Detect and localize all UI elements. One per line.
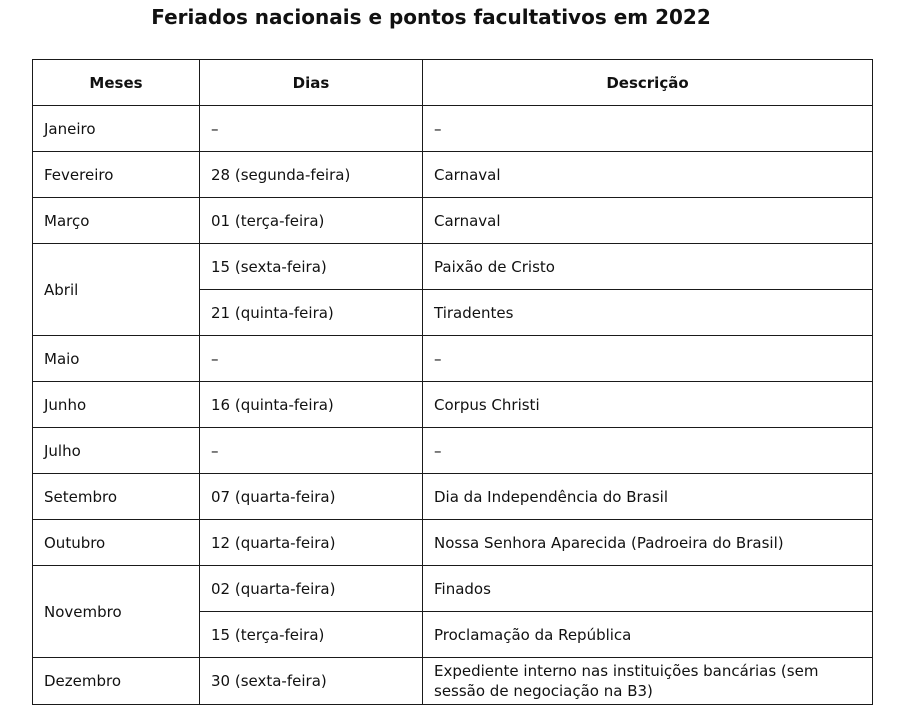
description-cell: – [423,428,873,474]
description-cell: Expediente interno nas instituições bancárias (sem sessão de negociação na B3) [423,658,873,705]
day-cell: 21 (quinta-feira) [200,290,423,336]
page-title: Feriados nacionais e pontos facultativos em 2022 [151,5,711,29]
table-row [33,382,873,428]
day-cell: 02 (quarta-feira) [200,566,423,612]
month-cell: Junho [33,382,200,428]
day-cell: 12 (quarta-feira) [200,520,423,566]
day-cell: – [200,106,423,152]
day-cell: – [200,428,423,474]
table-row [33,566,873,612]
description-cell: Finados [423,566,873,612]
table-row [33,520,873,566]
description-cell: Dia da Independência do Brasil [423,474,873,520]
description-cell: Nossa Senhora Aparecida (Padroeira do Brasil) [423,520,873,566]
table-row [33,336,873,382]
day-cell: 01 (terça-feira) [200,198,423,244]
month-cell: Março [33,198,200,244]
description-cell: Paixão de Cristo [423,244,873,290]
description-cell: Proclamação da República [423,612,873,658]
month-cell: Maio [33,336,200,382]
table-row [33,428,873,474]
month-cell: Outubro [33,520,200,566]
day-cell: 28 (segunda-feira) [200,152,423,198]
day-cell: 07 (quarta-feira) [200,474,423,520]
table-row [33,198,873,244]
table-row [33,106,873,152]
month-cell: Abril [33,244,200,336]
table-header-row [33,60,873,106]
month-cell: Dezembro [33,658,200,705]
day-cell: 16 (quinta-feira) [200,382,423,428]
description-cell: – [423,336,873,382]
day-cell: – [200,336,423,382]
day-cell: 15 (sexta-feira) [200,244,423,290]
table-row [33,152,873,198]
description-cell: – [423,106,873,152]
month-cell: Janeiro [33,106,200,152]
column-header-description: Descrição [423,60,873,106]
month-cell: Setembro [33,474,200,520]
day-cell: 30 (sexta-feira) [200,658,423,705]
month-cell: Novembro [33,566,200,658]
table-row [33,658,873,705]
column-header-days: Dias [200,60,423,106]
table-row [33,474,873,520]
description-cell: Corpus Christi [423,382,873,428]
column-header-months: Meses [33,60,200,106]
description-cell: Carnaval [423,152,873,198]
description-cell: Carnaval [423,198,873,244]
table-row [33,244,873,290]
month-cell: Julho [33,428,200,474]
holidays-table [32,59,873,705]
description-cell: Tiradentes [423,290,873,336]
day-cell: 15 (terça-feira) [200,612,423,658]
month-cell: Fevereiro [33,152,200,198]
